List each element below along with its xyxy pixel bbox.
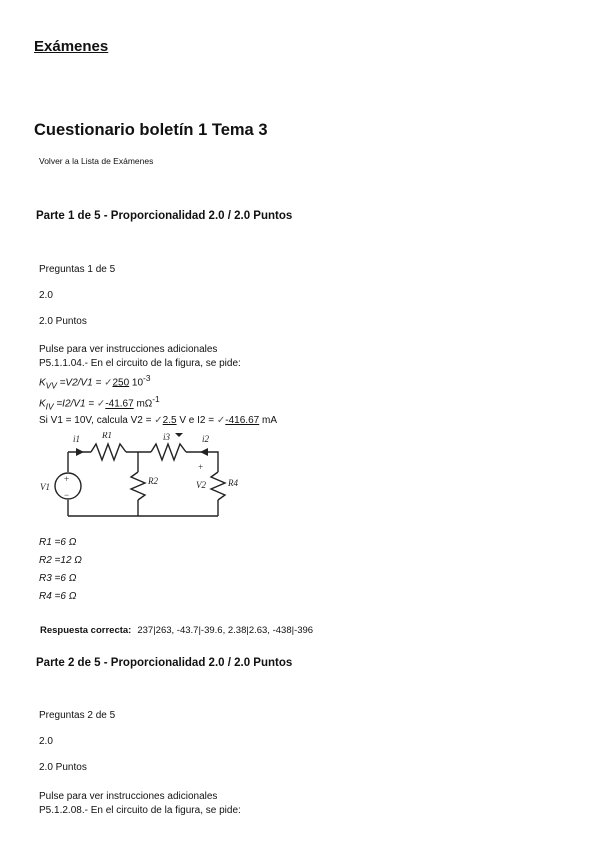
- kiv-subscript: IV: [45, 401, 54, 412]
- v2-plus: +: [198, 462, 204, 472]
- kvv-line: [39, 371, 277, 392]
- part-2-heading: Parte 2 de 5 - Proporcionalidad 2.0 / 2.0 Puntos: [36, 657, 293, 669]
- kiv-unit-exponent: -1: [152, 394, 160, 405]
- kvv-answer: 250: [112, 377, 130, 389]
- instructions-link[interactable]: Pulse para ver instrucciones adicionales: [39, 344, 218, 355]
- correct-answer-value: 237|263, -43.7|-39.6, 2.38|2.63, -438|-396: [137, 625, 314, 636]
- resistor-r2: R2 =12 Ω: [39, 555, 82, 566]
- kiv-equation: =I2/V1 =: [56, 398, 95, 410]
- kvv-subscript: VV: [45, 380, 57, 391]
- check-icon: ✓: [96, 398, 106, 410]
- label-i2: i2: [202, 434, 210, 444]
- kiv-line: [39, 392, 277, 413]
- part-2-score: 2.0: [39, 736, 53, 747]
- correct-answer: [40, 625, 313, 636]
- question-statement: P5.1.2.08.- En el circuito de la figura, se pide:: [39, 805, 241, 816]
- source-minus: −: [64, 490, 70, 500]
- check-icon: ✓: [154, 414, 163, 426]
- i2-unit: mA: [261, 414, 277, 426]
- label-i1: i1: [73, 434, 81, 444]
- kiv-answer: -41.67: [105, 398, 134, 410]
- examenes-link[interactable]: Exámenes: [34, 38, 109, 55]
- question-statement: P5.1.1.04.- En el circuito de la figura, se pide:: [39, 358, 241, 369]
- check-icon: ✓: [216, 414, 226, 426]
- kiv-unit: mΩ: [136, 398, 153, 410]
- part-1-body: [39, 343, 277, 428]
- resistor-values: [39, 534, 82, 606]
- quiz-title: Cuestionario boletín 1 Tema 3: [34, 121, 268, 139]
- kvv-equation: =V2/V1 =: [59, 377, 102, 389]
- part-1-points: 2.0 Puntos: [39, 316, 87, 327]
- resistor-r4: R4 =6 Ω: [39, 591, 77, 602]
- part-1-score: 2.0: [39, 290, 53, 301]
- v2-unit: V e I2 =: [179, 414, 215, 426]
- part-1-question-counter: Preguntas 1 de 5: [39, 264, 116, 275]
- label-v2: V2: [196, 480, 206, 490]
- si-text: Si V1 = 10V, calcula V2 =: [39, 414, 152, 426]
- circuit-diagram: [36, 432, 246, 522]
- v2-answer: 2.5: [162, 414, 177, 426]
- kiv-symbol: K: [39, 398, 46, 410]
- part-2-points: 2.0 Puntos: [39, 762, 87, 773]
- part-2-question-counter: Preguntas 2 de 5: [39, 710, 116, 721]
- correct-answer-label: Respuesta correcta:: [40, 625, 132, 636]
- resistor-r1: R1 =6 Ω: [39, 537, 77, 548]
- back-to-exam-list-link[interactable]: Volver a la Lista de Exámenes: [39, 156, 154, 166]
- check-icon: ✓: [104, 377, 113, 389]
- kvv-symbol: K: [39, 377, 46, 389]
- kvv-unit: 10: [131, 377, 144, 389]
- si-line: [39, 414, 277, 428]
- part-1-heading: Parte 1 de 5 - Proporcionalidad 2.0 / 2.0 Puntos: [36, 210, 293, 222]
- part-2-body: [39, 790, 241, 818]
- label-r1: R1: [102, 432, 112, 440]
- kvv-unit-exponent: -3: [143, 373, 151, 383]
- label-r2: R2: [148, 476, 158, 486]
- i2-answer: -416.67: [225, 414, 260, 426]
- label-r4: R4: [228, 478, 238, 488]
- label-v1: V1: [40, 482, 50, 492]
- source-plus: +: [64, 474, 70, 484]
- resistor-r3: R3 =6 Ω: [39, 573, 77, 584]
- instructions-link[interactable]: Pulse para ver instrucciones adicionales: [39, 791, 218, 802]
- label-i3: i3: [163, 432, 171, 442]
